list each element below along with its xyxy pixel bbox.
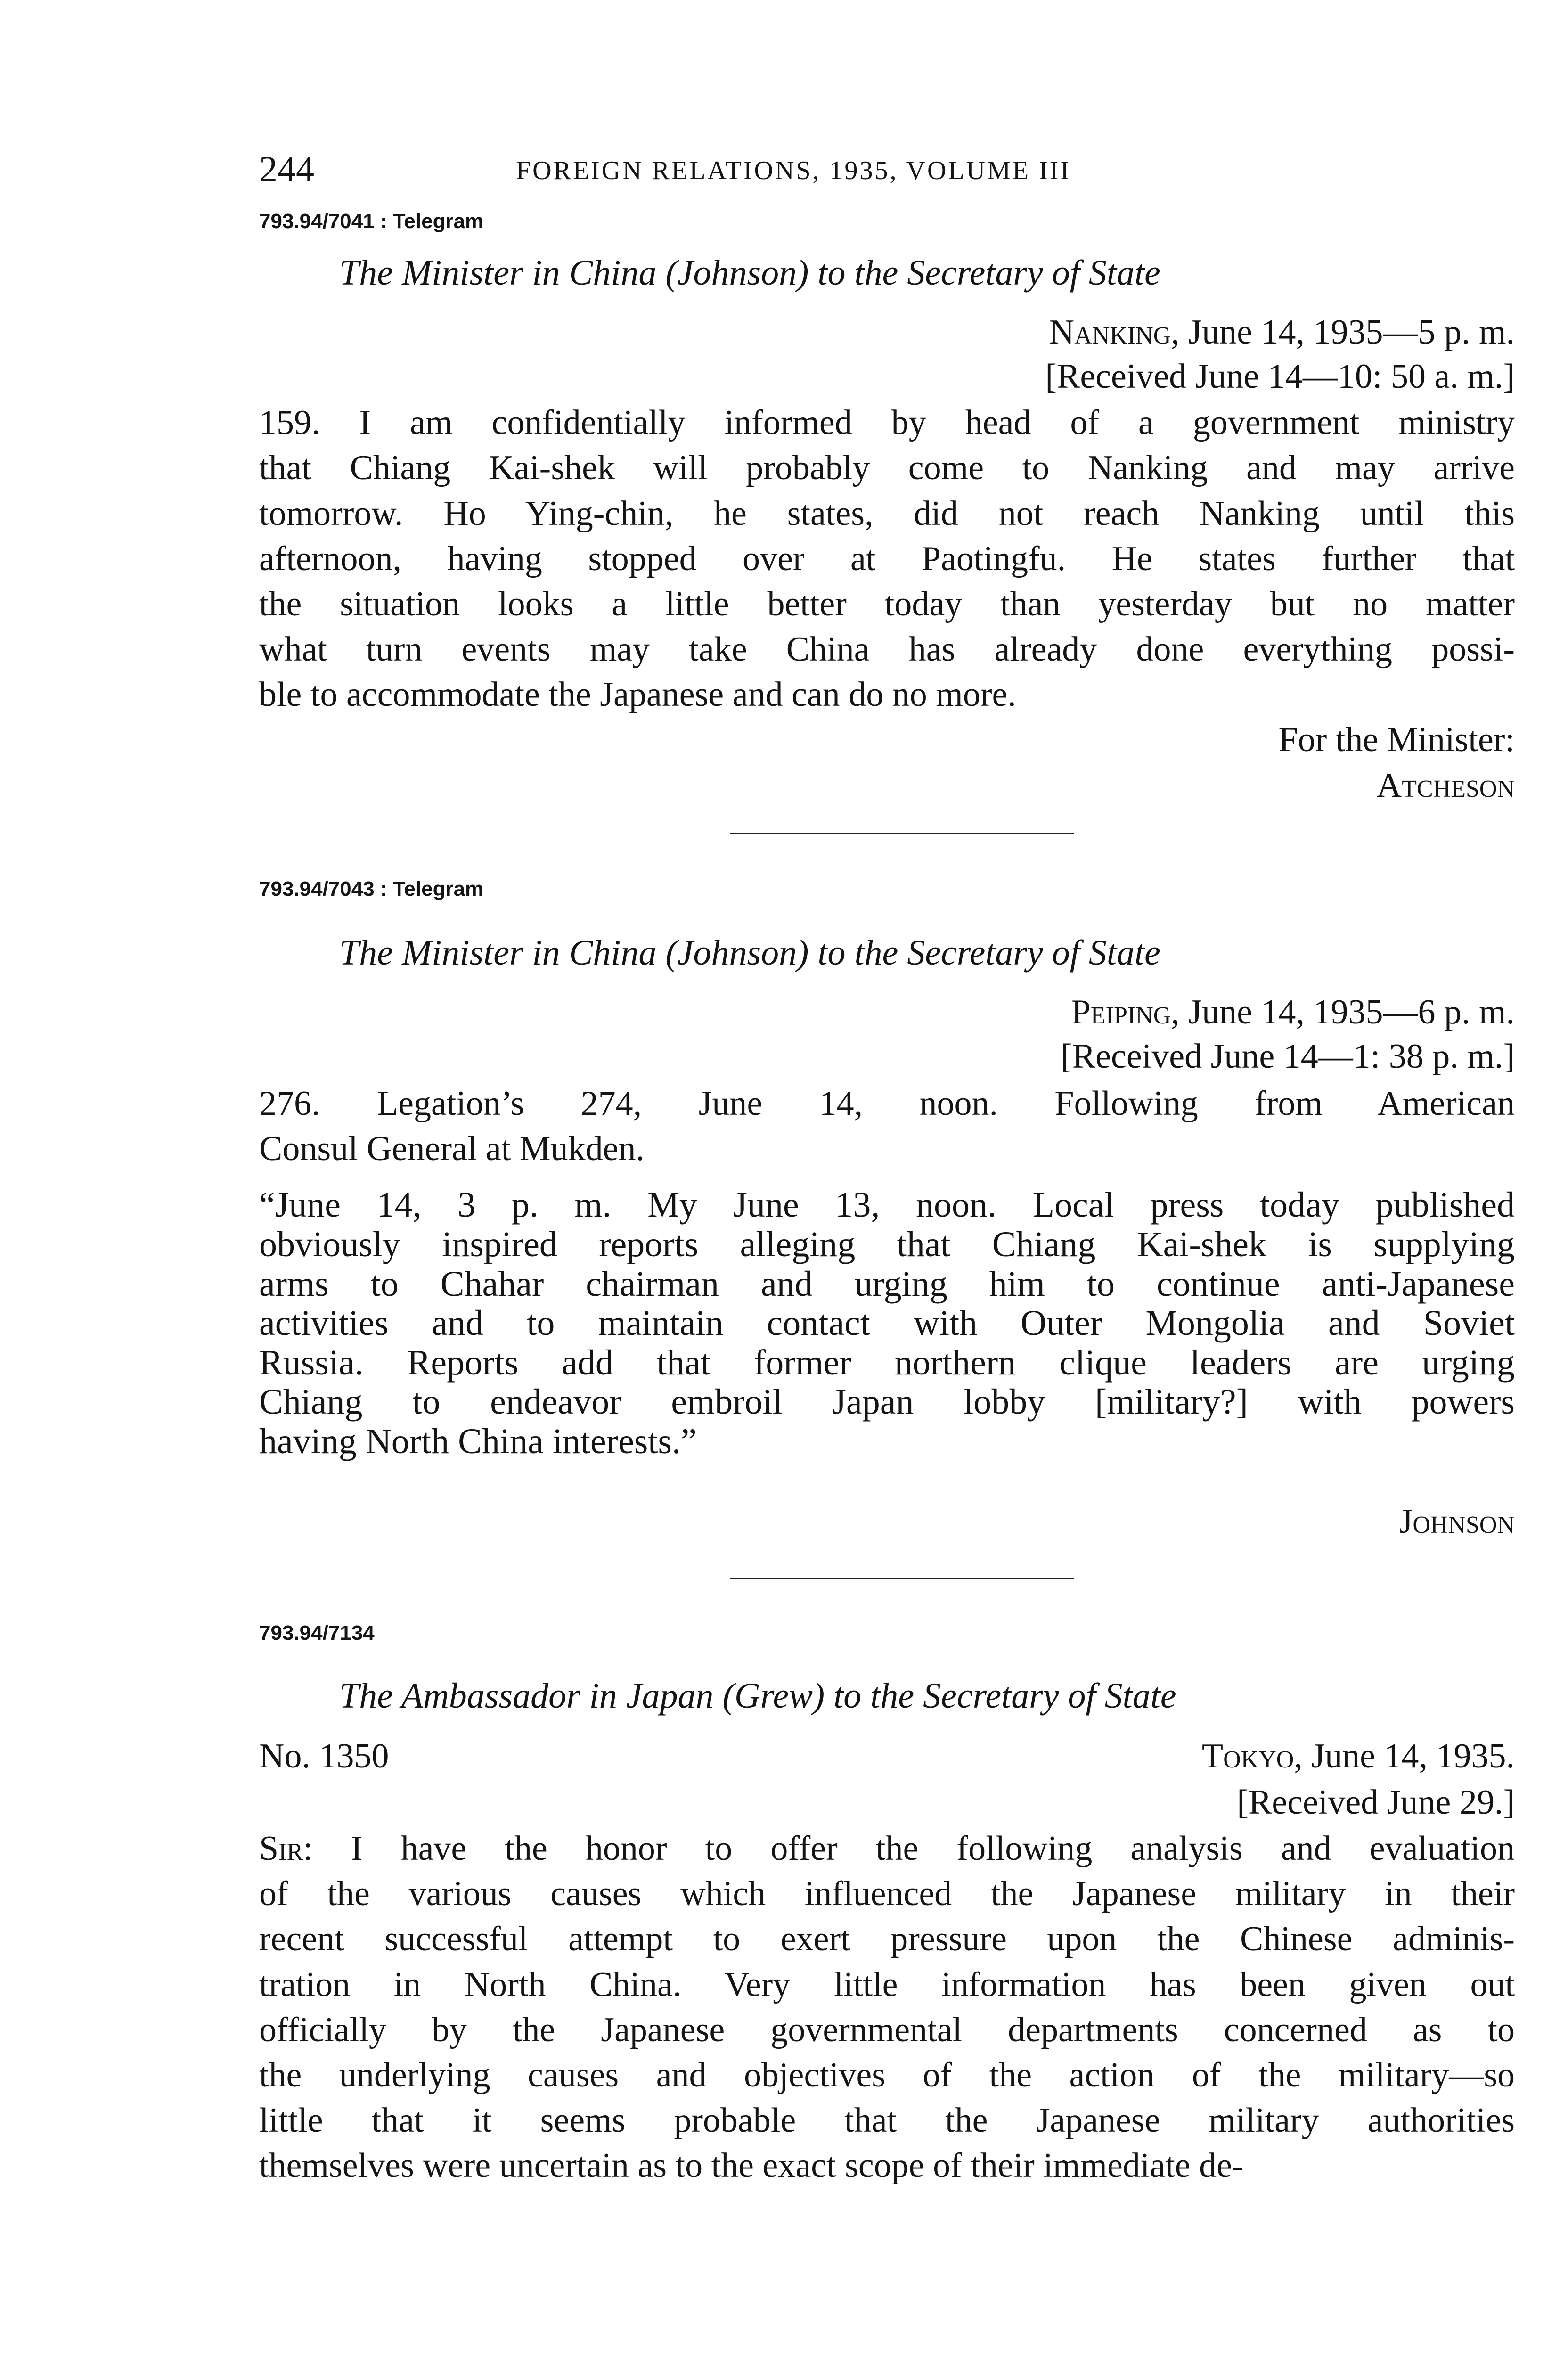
received-line: [Received June 14—10: 50 a. m.] xyxy=(1045,357,1515,396)
section-divider xyxy=(730,1578,1074,1579)
document-7043 xyxy=(259,879,1515,1545)
number-dateline xyxy=(259,1734,1515,1780)
body-line: tomorrow. Ho Ying-chin, he states, did not reach Nanking until this xyxy=(259,494,1515,533)
body-line: tration in North China. Very little information has been given out xyxy=(259,1965,1515,2004)
file-id: 793.94/7041 : Telegram xyxy=(259,210,484,233)
received-line: [Received June 14—1: 38 p. m.] xyxy=(1061,1037,1515,1076)
quote-line: having North China interests.” xyxy=(259,1421,697,1461)
body-line: that Chiang Kai-shek will probably come to Nanking and may arrive xyxy=(259,449,1515,488)
body-line-text: : I have the honor to offer the following analysis and evaluation xyxy=(303,1829,1515,1868)
dateline xyxy=(259,311,1515,355)
body-line: 159. I am confidentially informed by head of a government ministry xyxy=(259,403,1515,442)
place-name: Nanking xyxy=(1049,313,1171,352)
signature: Atcheson xyxy=(1376,766,1515,805)
quote-line: activities and to maintain contact with Outer Mongolia and Soviet xyxy=(259,1303,1515,1343)
body-line: recent successful attempt to exert pressure upon the Chinese adminis- xyxy=(259,1920,1515,1959)
body-line: officially by the Japanese governmental departments concerned as to xyxy=(259,2010,1515,2049)
page-number: 244 xyxy=(259,148,314,189)
body-line xyxy=(259,1826,1515,1871)
telegram-intro xyxy=(259,1081,1515,1171)
dateline xyxy=(1202,1734,1515,1779)
body-line: ble to accommodate the Japanese and can do no more. xyxy=(259,675,1016,714)
closing: For the Minister: xyxy=(1278,720,1515,760)
salutation: Sir xyxy=(259,1829,303,1868)
file-id: 793.94/7134 xyxy=(259,1621,375,1644)
date-text: , June 14, 1935—5 p. m. xyxy=(1171,313,1515,352)
document-7041 xyxy=(259,211,1515,808)
document-heading: The Ambassador in Japan (Grew) to the Secretary of State xyxy=(339,1676,1176,1716)
telegram-body xyxy=(259,400,1515,717)
quote-line: arms to Chahar chairman and urging him to continue anti-Japanese xyxy=(259,1264,1515,1304)
quoted-message xyxy=(259,1186,1515,1461)
quote-line: obviously inspired reports alleging that Chiang Kai-shek is supplying xyxy=(259,1224,1515,1264)
file-id: 793.94/7043 : Telegram xyxy=(259,877,484,900)
quote-line: “June 14, 3 p. m. My June 13, noon. Local press today published xyxy=(259,1185,1515,1225)
running-title: FOREIGN RELATIONS, 1935, VOLUME III xyxy=(516,156,1071,185)
dateline xyxy=(259,990,1515,1035)
despatch-body xyxy=(259,1826,1515,2189)
body-line: of the various causes which influenced the Japanese military in their xyxy=(259,1874,1515,1914)
despatch-number: No. 1350 xyxy=(259,1736,389,1775)
body-line: the underlying causes and objectives of the action of the military—so xyxy=(259,2055,1515,2094)
document-heading: The Minister in China (Johnson) to the Secretary of State xyxy=(339,933,1160,973)
date-text: , June 14, 1935—6 p. m. xyxy=(1171,993,1515,1031)
place-name: Peiping xyxy=(1071,993,1171,1031)
body-line: themselves were uncertain as to the exact scope of their immediate de- xyxy=(259,2146,1244,2185)
date-text: , June 14, 1935. xyxy=(1294,1736,1515,1775)
section-divider xyxy=(730,833,1074,834)
body-line: little that it seems probable that the Japanese military authorities xyxy=(259,2101,1515,2140)
place-name: Tokyo xyxy=(1201,1736,1294,1775)
body-line: Consul General at Mukden. xyxy=(259,1129,645,1169)
body-line: the situation looks a little better today than yesterday but no matter xyxy=(259,584,1515,623)
body-line: what turn events may take China has already done everything possi- xyxy=(259,630,1515,669)
body-line: afternoon, having stopped over at Paotingfu. He states further that xyxy=(259,539,1515,578)
quote-line: Chiang to endeavor embroil Japan lobby [military?] with powers xyxy=(259,1382,1515,1422)
signature: Johnson xyxy=(1399,1502,1515,1541)
document-page xyxy=(259,141,1515,2189)
quote-line: Russia. Reports add that former northern clique leaders are urging xyxy=(259,1342,1515,1383)
document-7134 xyxy=(259,1623,1515,2189)
received-line: [Received June 29.] xyxy=(1237,1783,1515,1822)
body-line: 276. Legation’s 274, June 14, noon. Following from American xyxy=(259,1084,1515,1123)
running-header xyxy=(259,141,1515,212)
document-heading: The Minister in China (Johnson) to the Secretary of State xyxy=(339,253,1160,293)
